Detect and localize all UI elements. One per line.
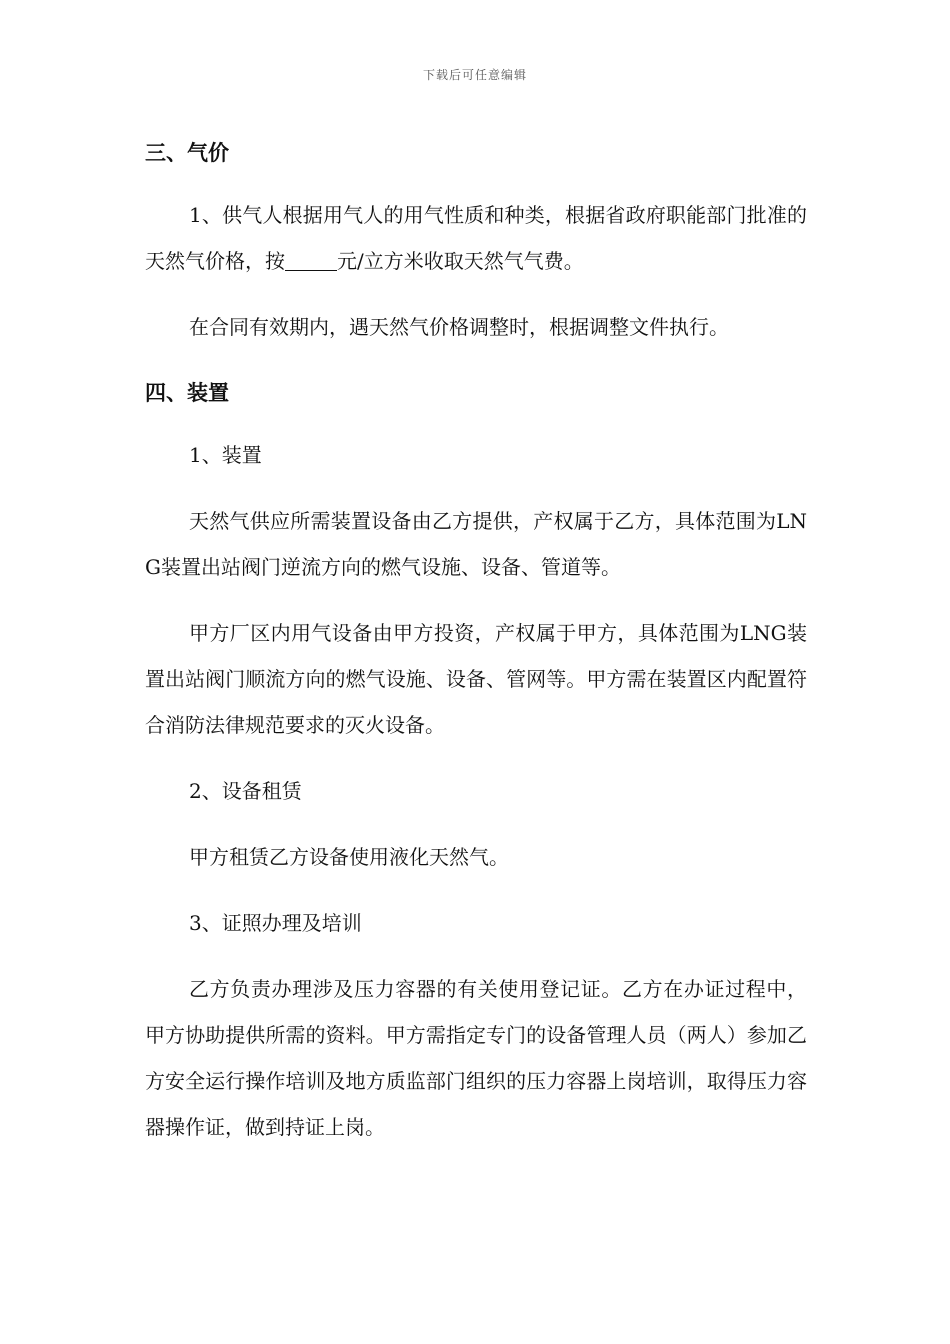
- paragraph-equipment-lease: 甲方租赁乙方设备使用液化天然气。: [189, 845, 509, 869]
- price-blank-field[interactable]: [285, 250, 337, 271]
- price-text-before: 1、供气人根据用气人的用气性质和种类，根据省政府职能部门批准的天然气价格，按: [145, 203, 807, 273]
- page-header-note: 下载后可任意编辑: [422, 68, 527, 82]
- section-heading-installation: 四、装置: [145, 380, 229, 405]
- paragraph-license-training: 乙方负责办理涉及压力容器的有关使用登记证。乙方在办证过程中，甲方协助提供所需的资料。甲方需指定专门的设备管理人员（两人）参加乙方安全运行操作培训及地方质监部门组织的压力容器上岗培训，取得压力容器操作证，做到持证上岗。: [145, 977, 807, 1139]
- price-text-after: 元/立方米收取天然气气费。: [337, 249, 584, 273]
- paragraph-price-adjustment: 在合同有效期内，遇天然气价格调整时，根据调整文件执行。: [189, 315, 729, 339]
- subheading-equipment-lease: 2、设备租赁: [189, 779, 302, 803]
- paragraph-supplier-equipment: 天然气供应所需装置设备由乙方提供，产权属于乙方，具体范围为LNG装置出站阀门逆流方向的燃气设施、设备、管道等。: [145, 509, 807, 579]
- subheading-installation: 1、装置: [189, 443, 262, 467]
- section-heading-price: 三、气价: [145, 140, 229, 165]
- paragraph-buyer-equipment: 甲方厂区内用气设备由甲方投资，产权属于甲方，具体范围为LNG装置出站阀门顺流方向的燃气设施、设备、管网等。甲方需在装置区内配置符合消防法律规范要求的灭火设备。: [145, 621, 807, 737]
- paragraph-price-basis: [145, 192, 807, 284]
- document-body: [145, 130, 807, 1170]
- subheading-license-training: 3、证照办理及培训: [189, 911, 362, 935]
